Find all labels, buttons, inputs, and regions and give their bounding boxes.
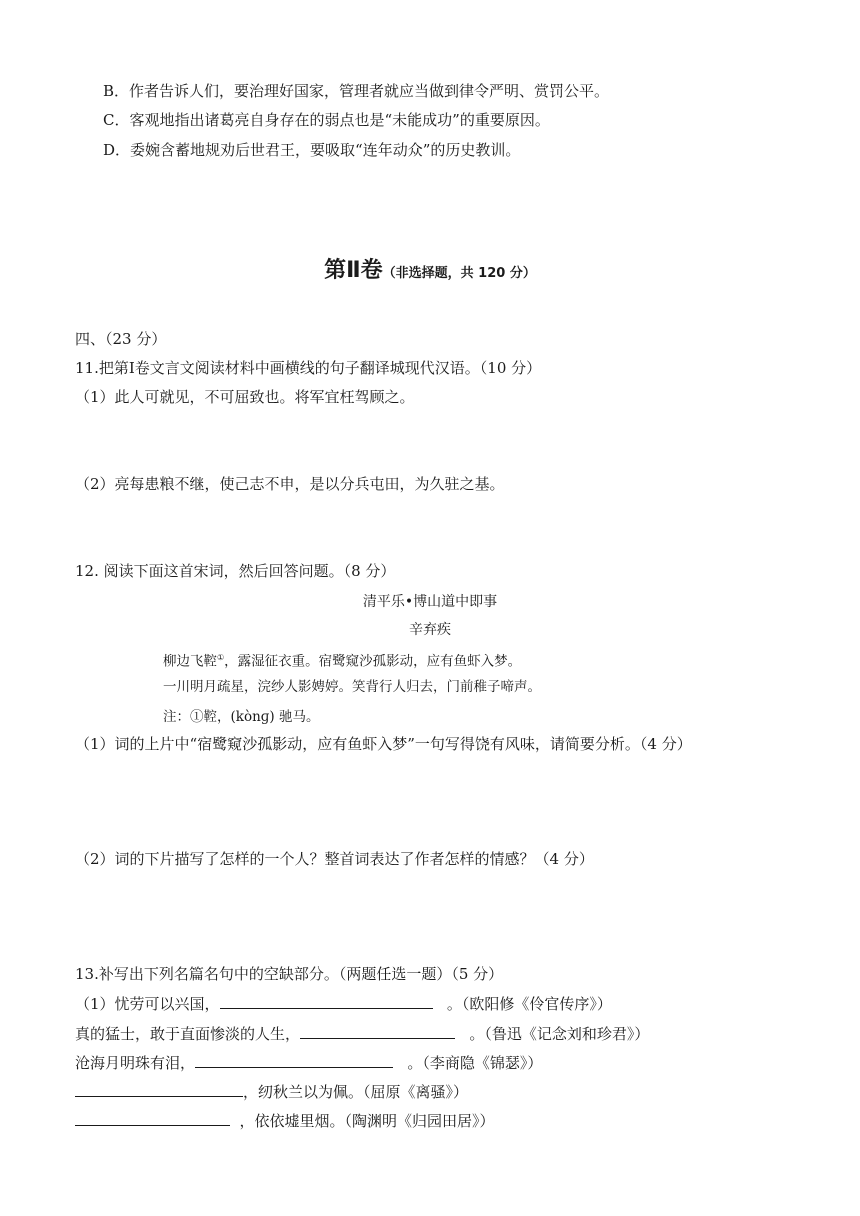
fill-blank-3[interactable]: [195, 1052, 393, 1068]
q13-line-2-after: 。（鲁迅《记念刘和珍君》）: [469, 1025, 650, 1043]
section-title: 第Ⅱ卷: [324, 258, 383, 283]
q11-sub1: （1）此人可就见，不可屈致也。将军宜枉驾顾之。: [75, 388, 415, 406]
q13-line-5-after: ，依依墟里烟。（陶渊明《归园田居》）: [239, 1112, 495, 1130]
fill-blank-4[interactable]: [75, 1081, 243, 1097]
q13-line-2-before: 真的猛士，敢于直面惨淡的人生，: [75, 1025, 301, 1043]
poem-line-1: [163, 648, 521, 672]
q13-line-3-before: 沧海月明珠有泪，: [75, 1054, 196, 1072]
poem-line-2: 一川明月疏星，浣纱人影娉婷。笑背行人归去，门前稚子啼声。: [163, 679, 541, 695]
poem-line-1-end: ，露湿征衣重。宿鹭窥沙孤影动，应有鱼虾入梦。: [224, 653, 522, 670]
section-heading: [0, 253, 860, 284]
q12-sub1: （1）词的上片中“宿鹭窥沙孤影动，应有鱼虾入梦”一句写得饶有风味，请简要分析。（4 分）: [75, 735, 692, 753]
q13-line-1-after: 。（欧阳修《伶官传序》）: [446, 995, 612, 1013]
q13-line-3: [75, 1052, 542, 1073]
q13-line-3-after: 。（李商隐《锦瑟》）: [407, 1054, 543, 1072]
q11-prompt: 11.把第Ⅰ卷文言文阅读材料中画横线的句子翻译城现代汉语。（10 分）: [75, 359, 542, 377]
fill-blank-2[interactable]: [300, 1023, 455, 1039]
footnote-marker: ①: [217, 653, 225, 662]
section-subtitle: （非选择题，共 120 分）: [382, 266, 536, 281]
option-c: C．客观地指出诸葛亮自身存在的弱点也是“未能成功”的重要原因。: [103, 111, 550, 129]
fill-blank-1[interactable]: [220, 993, 433, 1009]
option-d: D．委婉含蓄地规劝后世君王，要吸取“连年动众”的历史教训。: [103, 141, 521, 159]
poem-author: 辛弃疾: [409, 622, 451, 638]
q13-line-4: [75, 1081, 468, 1102]
part-four-label: 四、（23 分）: [75, 330, 167, 348]
q13-line-5: [75, 1110, 495, 1131]
poem-annotation: 注：①鞚，(kònɡ) 驰马。: [163, 709, 320, 725]
q13-line-2: [75, 1023, 649, 1044]
q12-prompt: 12. 阅读下面这首宋词，然后回答问题。（8 分）: [75, 562, 396, 580]
poem-title: 清平乐•博山道中即事: [362, 594, 498, 610]
q13-line-4-after: ，纫秋兰以为佩。（屈原《离骚》）: [243, 1083, 469, 1101]
option-b: B．作者告诉人们，要治理好国家，管理者就应当做到律令严明、赏罚公平。: [103, 82, 610, 100]
poem-line-1-start: 柳边飞鞚: [163, 653, 217, 670]
q12-sub2: （2）词的下片描写了怎样的一个人？整首词表达了作者怎样的情感？（4 分）: [75, 850, 594, 868]
q13-line-1: [75, 993, 612, 1014]
q13-line-1-before: （1）忧劳可以兴国，: [75, 995, 220, 1013]
fill-blank-5[interactable]: [75, 1110, 230, 1126]
q13-prompt: 13.补写出下列名篇名句中的空缺部分。（两题任选一题）（5 分）: [75, 965, 504, 983]
q11-sub2: （2）亮每患粮不继，使己志不申，是以分兵屯田，为久驻之基。: [75, 475, 505, 493]
